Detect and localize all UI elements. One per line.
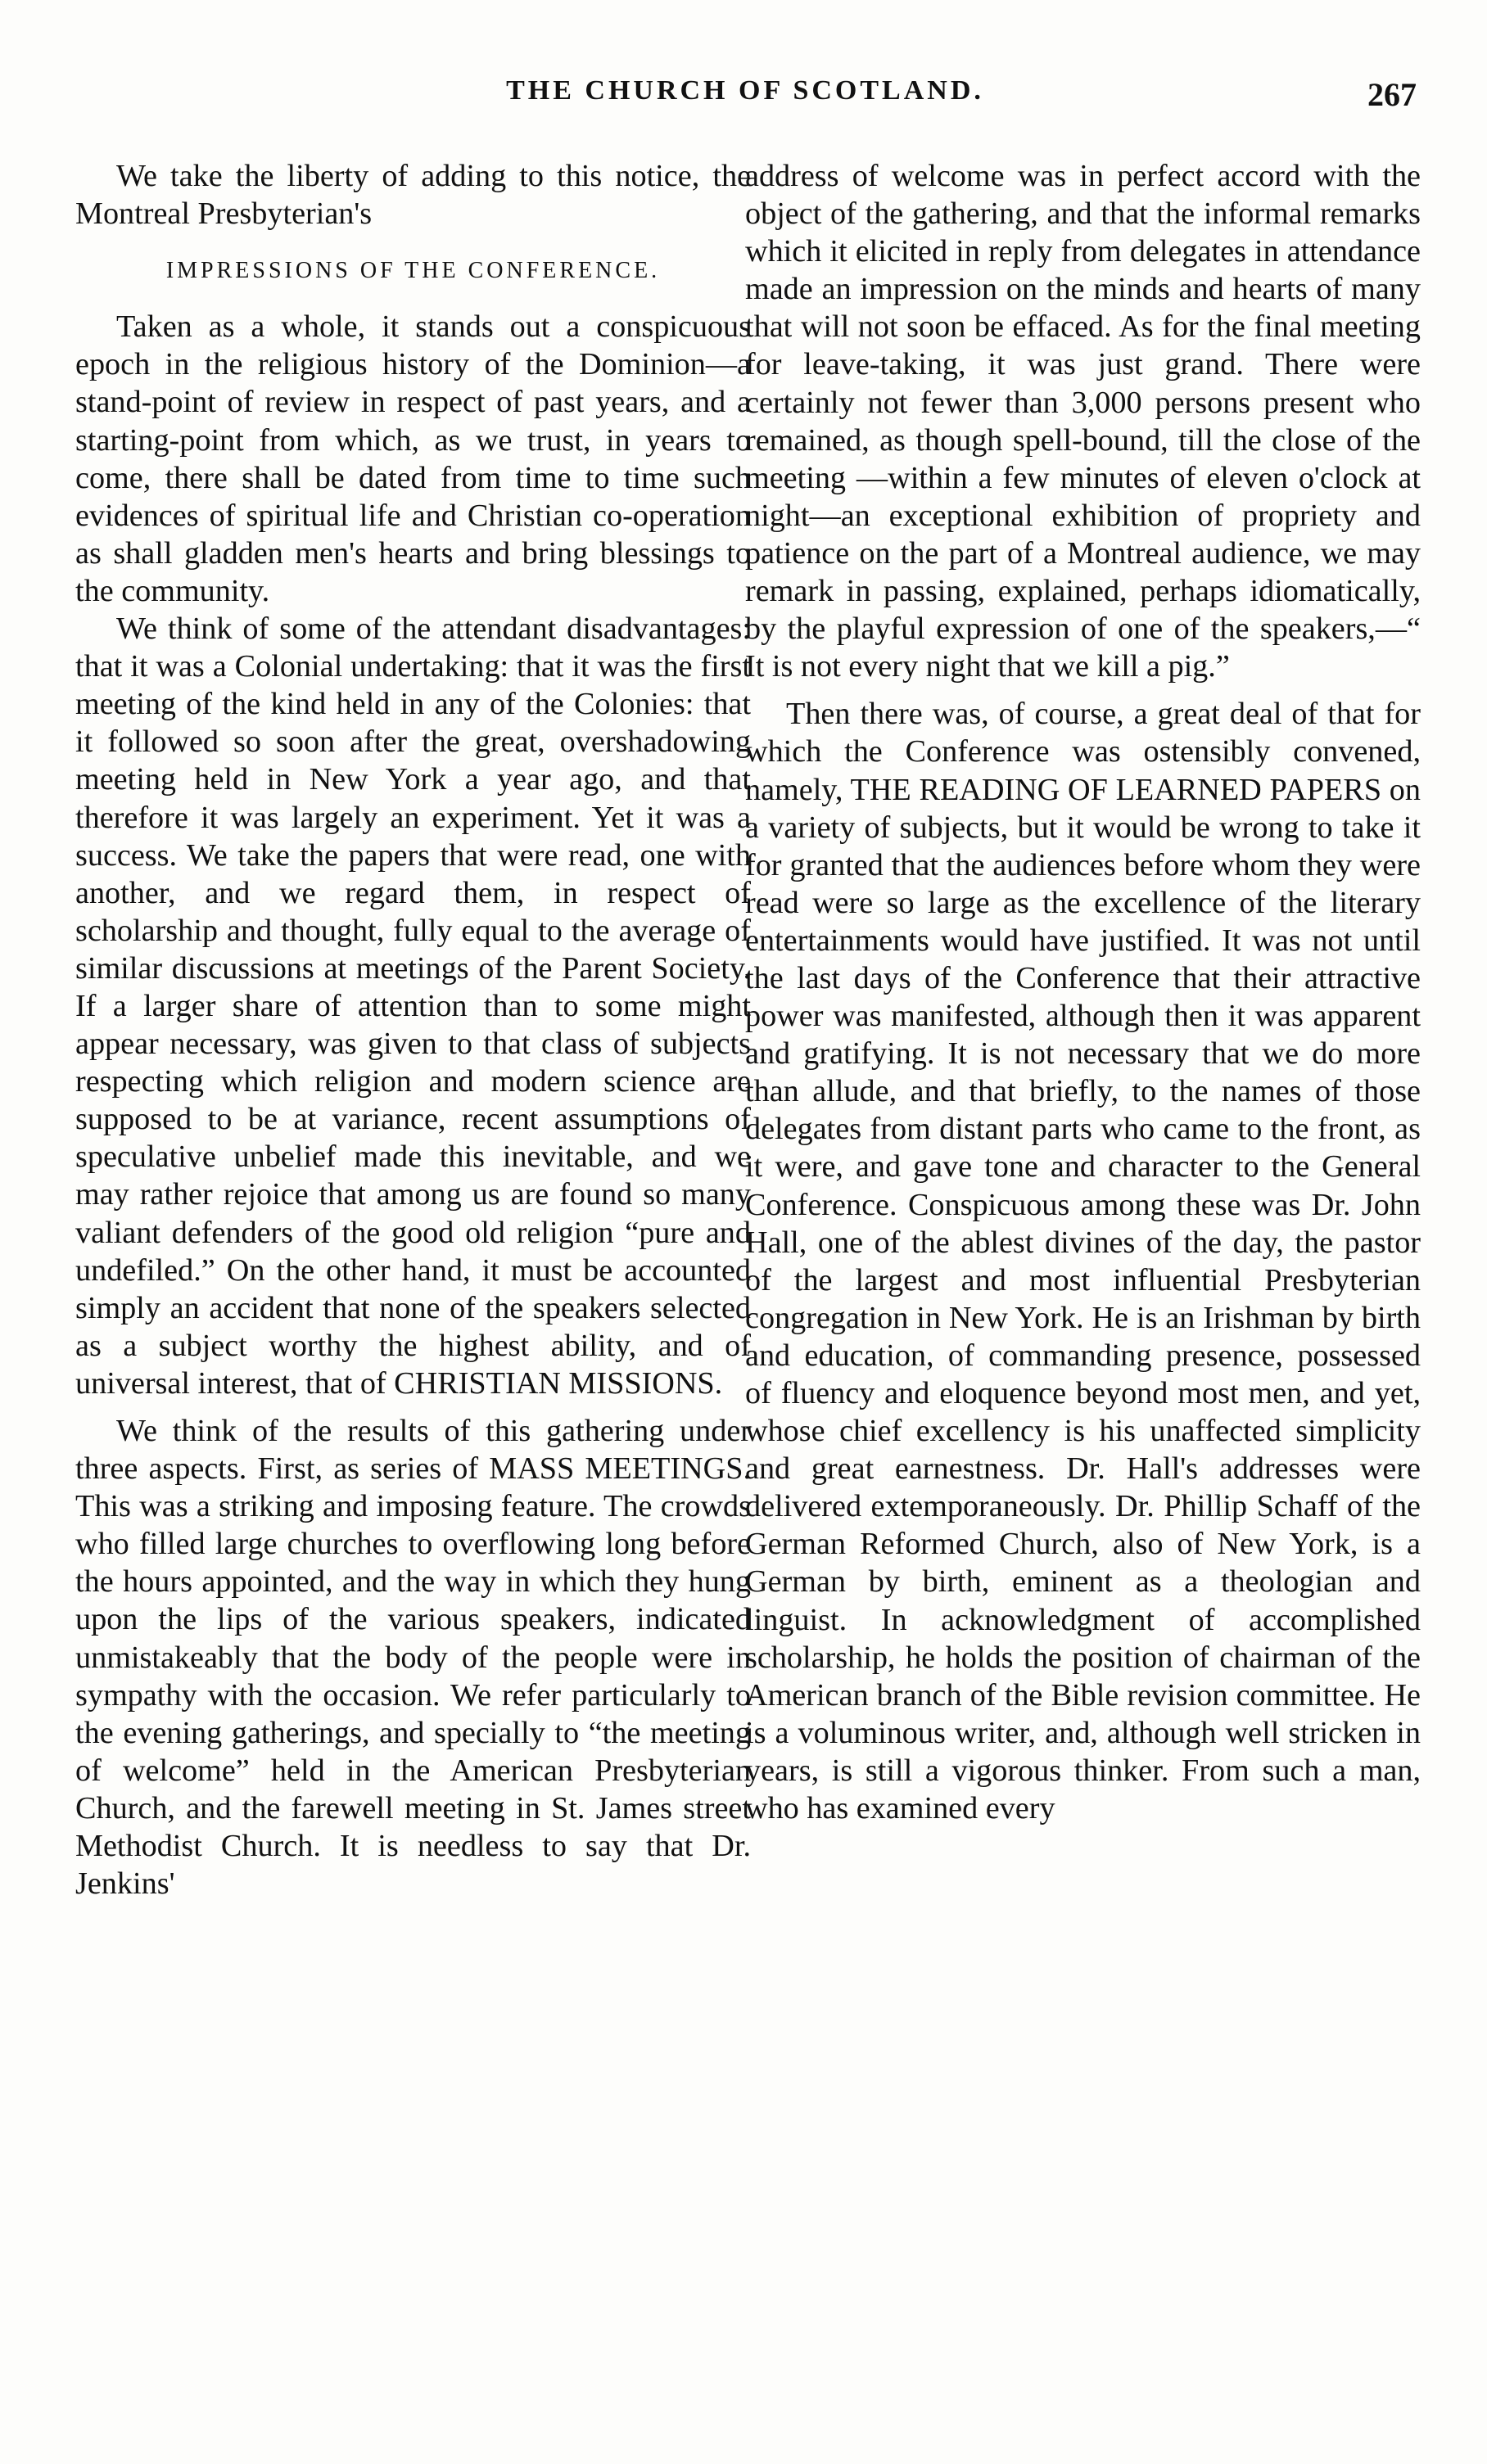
section-heading: IMPRESSIONS OF THE CONFERENCE. <box>165 258 661 284</box>
page-number: 267 <box>1367 76 1417 113</box>
paragraph: Taken as a whole, it stands out a conspicuous epoch in the religious history of the Dominion—a stand-point of review in respect of past years, and a starting-point from which, as we trust, in years to come, there shall be dated from time to time such evidences of spiritual life and Christian co-operation as shall gladden men's hearts and bring blessings to the community. <box>75 309 751 608</box>
paragraph: We think of the results of this gathering under three aspects. First, as series of MASS MEETINGS. This was a striking and imposing feature. The crowds who filled large churches to overflowing long before the hours appointed, and the way in which they hung upon the lips of the various speakers, indicated unmistakeably that the body of the people were in sympathy with the occasion. We refer particularly to the evening gatherings, and specially to “the meeting of welcome” held in the American Presbyterian Church, and the farewell meeting in St. James street Methodist Church. It is needless to say that Dr. Jenkins' <box>75 1414 751 1902</box>
paragraph-continued: address of welcome was in perfect accord with the object of the gathering, and that the informal remarks which it elicited in reply from delegates in attendance made an impression on the minds and hearts of many that will not soon be effaced. As for the final meeting for leave-taking, it was just grand. There were certainly not fewer than 3,000 persons present who remained, as though spell-bound, till the close of the meeting —within a few minutes of eleven o'clock at night—an exceptional exhibition of propriety and patience on the part of a Montreal audience, we may remark in passing, explained, perhaps idiomatically, by the playful expression of one of the speakers,—“ It is not every night that we kill a pig.” <box>745 159 1421 684</box>
paragraph: Then there was, of course, a great deal of that for which the Conference was ostensibly convened, namely, THE READING OF LEARNED PAPERS on a variety of subjects, but it would be wrong to take it for granted that the audiences before whom they were read were so large as the excellence of the literary entertainments would have justified. It was not until the last days of the Conference that their attractive power was manifested, although then it was apparent and gratifying. It is not necessary that we do more than allude, and that briefly, to the names of those delegates from distant parts who came to the front, as it were, and gave tone and character to the General Conference. Conspicuous among these was Dr. John Hall, one of the ablest divines of the day, the pastor of the largest and most influential Presbyterian congregation in New York. He is an Irishman by birth and education, of commanding presence, possessed of fluency and eloquence beyond most men, and yet, whose chief excellency is his unaffected simplicity and great earnestness. Dr. Hall's addresses were delivered extemporaneously. Dr. Phillip Schaff of the German Reformed Church, also of New York, is a German by birth, eminent as a theologian and linguist. In acknowledgment of accomplished scholarship, he holds the position of chairman of the American branch of the Bible revision committee. He is a voluminous writer, and, although well stricken in years, is still a vigorous thinker. From such a man, who has examined every <box>745 697 1421 1826</box>
paragraph: We think of some of the attendant disadvantages: that it was a Colonial undertaking: that it was the first meeting of the kind held in any of the Colonies: that it followed so soon after the great, overshadowing meeting held in New York a year ago, and that therefore it was largely an experiment. Yet it was a success. We take the papers that were read, one with another, and we regard them, in respect of scholarship and thought, fully equal to the average of similar discussions at meetings of the Parent Society. If a larger share of attention than to some might appear necessary, was given to that class of subjects respecting which religion and modern science are supposed to be at variance, recent assumptions of speculative unbelief made this inevitable, and we may rather rejoice that among us are found so many valiant defenders of the good old religion “pure and undefiled.” On the other hand, it must be accounted simply an accident that none of the speakers selected as a subject worthy the highest ability, and of universal interest, that of CHRISTIAN MISSIONS. <box>75 611 751 1401</box>
left-column <box>75 157 751 1902</box>
running-title: THE CHURCH OF SCOTLAND. <box>506 75 984 106</box>
page-header <box>74 75 1417 116</box>
intro-paragraph: We take the liberty of adding to this notice, the Montreal Presbyterian's <box>75 159 751 232</box>
right-column <box>745 157 1421 1827</box>
